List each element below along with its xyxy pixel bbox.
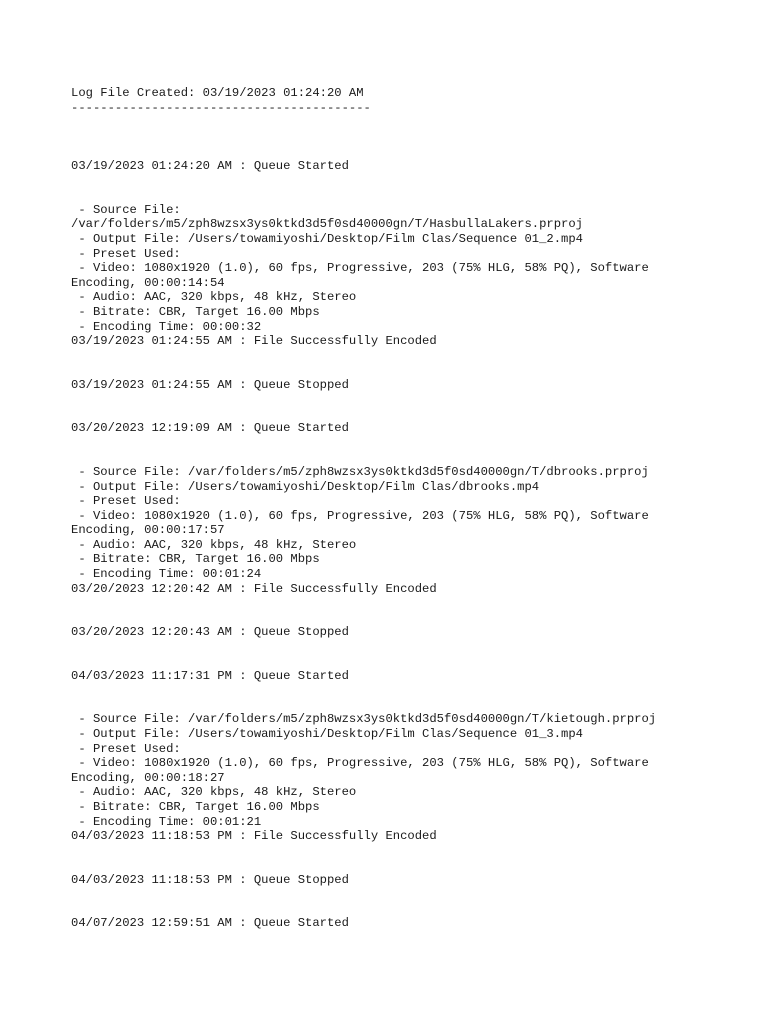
- log-created-line: Log File Created: 03/19/2023 01:24:20 AM: [71, 86, 364, 100]
- audio-line: - Audio: AAC, 320 kbps, 48 kHz, Stereo: [71, 785, 357, 800]
- source-file-line: - Source File: /var/folders/m5/zph8wzsx3ys0ktkd3d5f0sd40000gn/T/kietough.prproj: [71, 712, 657, 727]
- source-file-line: - Source File: /var/folders/m5/zph8wzsx3ys0ktkd3d5f0sd40000gn/T/dbrooks.prproj: [71, 464, 649, 479]
- queue-stopped-line: 03/19/2023 01:24:55 AM : Queue Stopped: [71, 377, 349, 392]
- video-line: - Video: 1080x1920 (1.0), 60 fps, Progressive, 203 (75% HLG, 58% PQ), Software: [71, 261, 649, 276]
- video-line-continued: Encoding, 00:00:17:57: [71, 523, 225, 538]
- file-encoded-line: 04/03/2023 11:18:53 PM : File Successfully Encoded: [71, 829, 437, 844]
- file-encoded-line: 03/20/2023 12:20:42 AM : File Successfully Encoded: [71, 581, 437, 596]
- preset-used-line: - Preset Used:: [71, 246, 181, 261]
- video-line: - Video: 1080x1920 (1.0), 60 fps, Progressive, 203 (75% HLG, 58% PQ), Software: [71, 756, 649, 771]
- encoding-time-line: - Encoding Time: 00:01:24: [71, 567, 262, 582]
- encoding-time-line: - Encoding Time: 00:01:21: [71, 814, 262, 829]
- preset-used-line: - Preset Used:: [71, 494, 181, 509]
- audio-line: - Audio: AAC, 320 kbps, 48 kHz, Stereo: [71, 537, 357, 552]
- queue-started-line: 04/03/2023 11:17:31 PM : Queue Started: [71, 668, 349, 683]
- queue-started-line: 03/20/2023 12:19:09 AM : Queue Started: [71, 421, 349, 436]
- video-line-continued: Encoding, 00:00:14:54: [71, 275, 225, 290]
- file-encoded-line: 03/19/2023 01:24:55 AM : File Successfully Encoded: [71, 334, 437, 349]
- source-file-label: - Source File:: [71, 202, 181, 217]
- queue-started-line: 04/07/2023 12:59:51 AM : Queue Started: [71, 916, 349, 931]
- preset-used-line: - Preset Used:: [71, 741, 181, 756]
- log-document: [71, 86, 711, 931]
- encoding-time-line: - Encoding Time: 00:00:32: [71, 319, 262, 334]
- log-divider: -----------------------------------------: [71, 100, 371, 115]
- video-line: - Video: 1080x1920 (1.0), 60 fps, Progressive, 203 (75% HLG, 58% PQ), Software: [71, 508, 649, 523]
- bitrate-line: - Bitrate: CBR, Target 16.00 Mbps: [71, 800, 320, 814]
- audio-line: - Audio: AAC, 320 kbps, 48 kHz, Stereo: [71, 290, 357, 305]
- output-file-line: - Output File: /Users/towamiyoshi/Desktop/Film Clas/Sequence 01_2.mp4: [71, 231, 583, 246]
- video-line-continued: Encoding, 00:00:18:27: [71, 770, 225, 785]
- queue-started-line: 03/19/2023 01:24:20 AM : Queue Started: [71, 159, 349, 174]
- output-file-line: - Output File: /Users/towamiyoshi/Desktop/Film Clas/dbrooks.mp4: [71, 479, 540, 494]
- queue-stopped-line: 03/20/2023 12:20:43 AM : Queue Stopped: [71, 625, 349, 640]
- source-file-path: /var/folders/m5/zph8wzsx3ys0ktkd3d5f0sd40000gn/T/HasbullaLakers.prproj: [71, 217, 583, 232]
- output-file-line: - Output File: /Users/towamiyoshi/Desktop/Film Clas/Sequence 01_3.mp4: [71, 727, 583, 742]
- queue-stopped-line: 04/03/2023 11:18:53 PM : Queue Stopped: [71, 872, 349, 887]
- bitrate-line: - Bitrate: CBR, Target 16.00 Mbps: [71, 304, 320, 319]
- bitrate-line: - Bitrate: CBR, Target 16.00 Mbps: [71, 552, 320, 567]
